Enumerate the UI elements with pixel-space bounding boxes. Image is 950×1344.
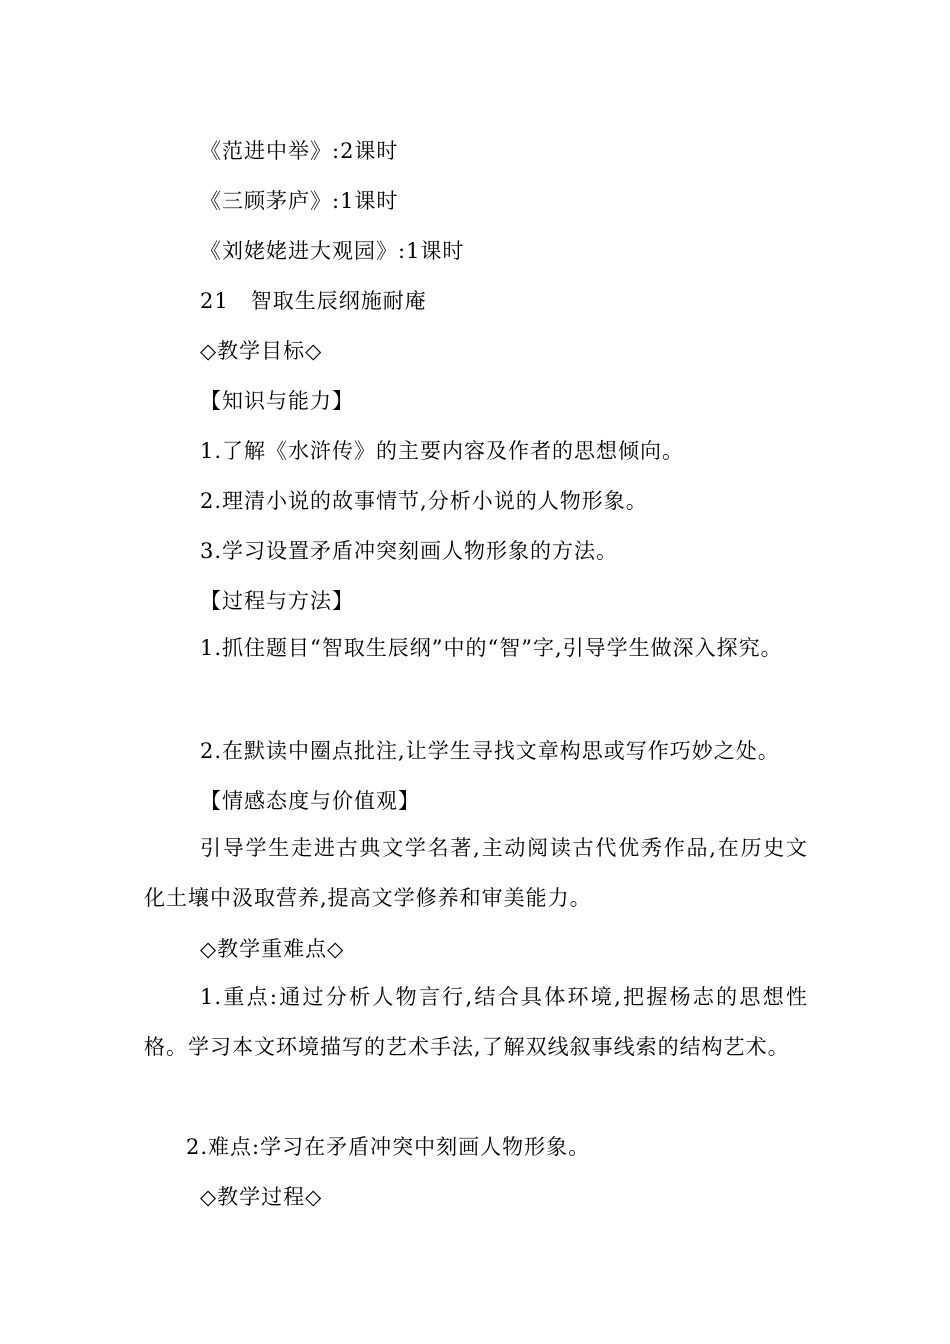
emotion-text: 引导学生走进古典文学名著,主动阅读古代优秀作品,在历史文化土壤中汲取营养,提高文学修养和审美能力。 [144,836,808,910]
emotion-heading: 【情感态度与价值观】 [200,789,420,813]
knowledge-item-2: 2.理清小说的故事情节,分析小说的人物形象。 [200,489,648,513]
knowledge-heading: 【知识与能力】 [200,389,354,413]
key-point-1: 1.重点:通过分析人物言行,结合具体环境,把握杨志的思想性格。学习本文环境描写的艺术手法,了解双线叙事线索的结构艺术。 [144,985,808,1059]
process-section-heading: ◇教学过程◇ [200,1185,323,1209]
schedule-line-3: 《刘姥姥进大观园》:1课时 [200,239,465,263]
schedule-line-1: 《范进中举》:2课时 [200,139,399,163]
process-heading: 【过程与方法】 [200,589,354,613]
lesson-title: 21 智取生辰纲施耐庵 [200,289,427,313]
schedule-line-2: 《三顾茅庐》:1课时 [200,189,399,213]
knowledge-item-1: 1.了解《水浒传》的主要内容及作者的思想倾向。 [200,439,685,463]
knowledge-item-3: 3.学习设置矛盾冲突刻画人物形象的方法。 [200,539,619,563]
teaching-goals-heading: ◇教学目标◇ [200,339,323,363]
key-point-2: 2.难点:学习在矛盾冲突中刻画人物形象。 [186,1135,591,1159]
process-item-1: 1.抓住题目“智取生辰纲”中的“智”字,引导学生做深入探究。 [200,636,783,660]
key-points-heading: ◇教学重难点◇ [200,937,345,961]
process-item-2: 2.在默读中圈点批注,让学生寻找文章构思或写作巧妙之处。 [200,739,780,763]
